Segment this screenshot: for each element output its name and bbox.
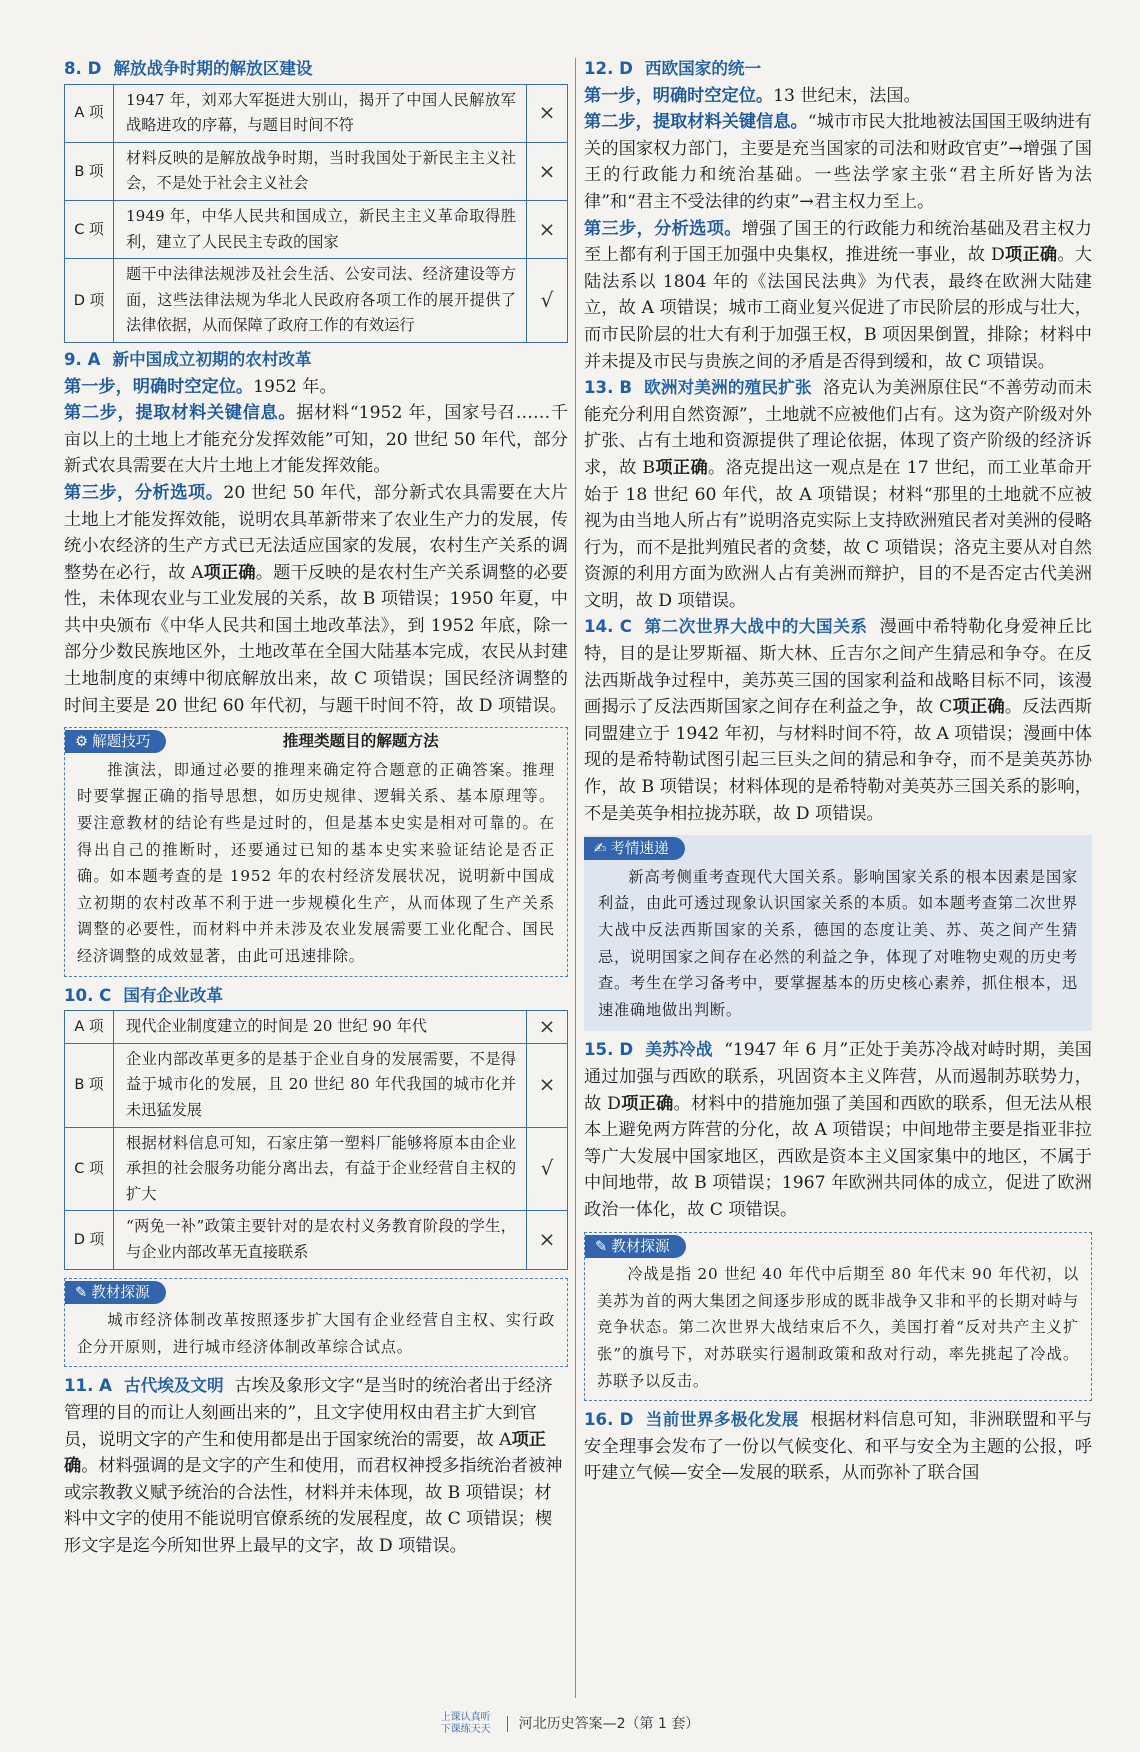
table-row: B 项 材料反映的是解放战争时期，当时我国处于新民主主义社会，不是处于社会主义社会 × xyxy=(65,142,568,200)
page-footer xyxy=(0,1712,1140,1736)
wrong-mark-icon: × xyxy=(527,1043,568,1127)
tip-badge: ⚙ 解题技巧 xyxy=(65,730,166,753)
q16-text: 16. D 当前世界多极化发展 根据材料信息可知，非洲联盟和平与安全理事会发布了一份以气候变化、和平与安全为主题的公报，呼吁建立气候—安全—发展的联系，从而弥补了联合国 xyxy=(584,1410,1092,1484)
brand-logo: 上课认真听 下课练天天 xyxy=(440,1712,491,1735)
wrong-mark-icon: × xyxy=(527,142,568,200)
q8-option-table xyxy=(64,84,568,343)
left-column xyxy=(64,56,568,1559)
q11-heading: 11. A 古代埃及文明 xyxy=(64,1376,224,1396)
q12-heading: 12. D 西欧国家的统一 xyxy=(584,59,762,78)
trend-badge: ✍ 考情速递 xyxy=(584,837,685,860)
q13-text: 13. B 欧洲对美洲的殖民扩张 洛克认为美洲原住民“不善劳动而未能充分利用自然资源”，土地就不应被他们占有。这为资产阶级对外扩张、占有土地和资源提供了理论依据，体现了资产阶级的经济诉求，故 B项正确。洛克提出这一观点是在 17 世纪，而工业革命开始于 18 世纪 60 年代，故 A 项错误；材料“那里的土地就不应被视为由当地人所占有”说明洛克实际上支持欧洲殖民者对美洲的侵略行为，而不是批判殖民者的贪婪，故 C 项错误；洛克主要从对自然资源的利用方面为欧洲人占有美洲而辩护，目的不是否定古代美洲文明，故 D 项错误。 xyxy=(584,378,1092,611)
q9-step1: 第一步，明确时空定位。1952 年。 xyxy=(64,376,337,397)
right-column xyxy=(584,56,1092,1487)
table-row: A 项 现代企业制度建立的时间是 20 世纪 90 年代 × xyxy=(65,1011,568,1044)
pen-icon: ✍ xyxy=(594,840,607,858)
table-row: D 项 “两免一补”政策主要针对的是农村义务教育阶段的学生，与企业内部改革无直接联系 × xyxy=(65,1211,568,1269)
source-badge: ✎ 教材探源 xyxy=(65,1281,166,1304)
q9-heading: 9. A 新中国成立初期的农村改革 xyxy=(64,349,312,369)
table-row: D 项 题干中法律法规涉及社会生活、公安司法、经济建设等方面，这些法律法规为华北人民政府各项工作的展开提供了法律依据，从而保障了政府工作的有效运行 √ xyxy=(65,259,568,343)
wrong-mark-icon: × xyxy=(527,200,568,258)
tip-title: 推理类题目的解题方法 xyxy=(282,732,439,751)
q14-text: 14. C 第二次世界大战中的大国关系 漫画中希特勒化身爱神丘比特，目的是让罗斯福、斯大林、丘吉尔之间产生猜忌和争夺。在反法西斯战争过程中，美苏英三国的国家利益和战略目标不同，该漫画揭示了反法西斯国家之间存在利益之争，故 C项正确。反法西斯同盟建立于 1942 年初，与材料时间不符，故 A 项错误；漫画中体现的是希特勒试图引起三巨头之间的猜忌和争夺，而不是美英苏协作，故 B 项错误；材料体现的是希特勒对美英苏三国关系的影响，不是美英争相拉拢苏联，故 D 项错误。 xyxy=(584,617,1092,824)
tip-box-method xyxy=(64,727,568,976)
q12-step2: 第二步，提取材料关键信息。“城市市民大批地被法国国王吸纳进有关的国家权力部门，主要是充当国家的司法和财政官吏”→增强了国王的行政能力和统治基础。一些法学家主张“君主所好皆为法律”和“君主不受法律的约束”→君主权力至上。 xyxy=(584,112,1092,212)
source-badge: ✎ 教材探源 xyxy=(585,1235,686,1258)
gear-icon: ⚙ xyxy=(75,732,89,750)
q10-option-table xyxy=(64,1010,568,1269)
footer-separator xyxy=(507,1716,508,1732)
check-mark-icon: √ xyxy=(527,259,568,343)
wrong-mark-icon: × xyxy=(527,84,568,142)
table-row: A 项 1947 年，刘邓大军挺进大别山，揭开了中国人民解放军战略进攻的序幕，与题目时间不符 × xyxy=(65,84,568,142)
check-mark-icon: √ xyxy=(527,1127,568,1211)
tip-body: 推演法，即通过必要的推理来确定符合题意的正确答案。推理时要掌握正确的指导思想，如历史规律、逻辑关系、基本原理等。要注意教材的结论有些是过时的，但是基本史实是相对可靠的。在得出自己的推断时，还要通过已知的基本史实来验证结论是否正确。如本题考查的是 1952 年的农村经济发展状况，说明新中国成立初期的农村改革不利于进一步规模化生产，从而体现了生产关系调整的必要性，而材料中并未涉及农业发展需要工业化配合、国民经济调整的成效显著，由此可迅速排除。 xyxy=(77,760,555,965)
q12-step3: 第三步，分析选项。增强了国王的行政能力和统治基础及君主权力至上都有利于国王加强中央集权，推进统一事业，故 D项正确。大陆法系以 1804 年的《法国民法典》为代表，最终在欧洲大陆建立，故 A 项错误；城市工商业复兴促进了市民阶层的形成与壮大，而市民阶层的壮大有利于加强王权，B 项因果倒置，排除；材料中并未提及市民与贵族之间的矛盾是否得到缓和，故 C 项错误。 xyxy=(584,218,1092,372)
q10-heading: 10. C 国有企业改革 xyxy=(64,985,223,1005)
book-icon: ✎ xyxy=(75,1283,88,1301)
q9-step3: 第三步，分析选项。20 世纪 50 年代，部分新式农具需要在大片土地上才能发挥效能，说明农具革新带来了农业生产力的发展，传统小农经济的生产方式已无法适应国家的发展，农村生产关系的调整势在必行，故 A项正确。题干反映的是农村生产关系调整的必要性，未体现农业与工业发展的关系，故 B 项错误；1950 年夏，中共中央颁布《中华人民共和国土地改革法》，到 1952 年底，除一部分少数民族地区外，土地改革在全国大陆基本完成，农民从封建土地制度的束缚中彻底解放出来，故 C 项错误；国民经济调整的时间主要是 20 世纪 60 年代初，与题干时间不符，故 D 项错误。 xyxy=(64,482,568,716)
q12-step1: 第一步，明确时空定位。13 世纪末，法国。 xyxy=(584,85,921,106)
source-body: 城市经济体制改革按照逐步扩大国有企业经营自主权、实行政企分开原则，进行城市经济体制改革综合试点。 xyxy=(77,1311,555,1356)
table-row: C 项 1949 年，中华人民共和国成立，新民主主义革命取得胜利，建立了人民民主专政的国家 × xyxy=(65,200,568,258)
q8-heading: 8. D 解放战争时期的解放区建设 xyxy=(64,59,313,78)
wrong-mark-icon: × xyxy=(527,1211,568,1269)
source-box-1 xyxy=(64,1278,568,1368)
table-row: B 项 企业内部改革更多的是基于企业自身的发展需要，不是得益于城市化的发展，且 20 世纪 80 年代我国的城市化并未迅猛发展 × xyxy=(65,1043,568,1127)
wrong-mark-icon: × xyxy=(527,1011,568,1044)
q15-text: 15. D 美苏冷战 “1947 年 6 月”正处于美苏冷战对峙时期，美国通过加强与西欧的联系，巩固资本主义阵营，从而遏制苏联势力，故 D项正确。材料中的措施加强了美国和西欧的联系，但无法从根本上避免两方阵营的分化，故 A 项错误；中间地带主要是指亚非拉等广大发展中国家地区，西欧是资本主义国家集中的地区，不属于中间地带，故 B 项错误；1967 年欧洲共同体的成立，促进了欧洲政治一体化，故 C 项错误。 xyxy=(584,1040,1092,1220)
source-box-2 xyxy=(584,1232,1092,1402)
q11-text: 古埃及象形文字“是当时的统治者出于经济管理的目的而让人刻画出来的”，且文字使用权由君主扩大到官员，说明文字的产生和使用都是出于国家统治的需要，故 A项正确。材料强调的是文字的产生和使用，而君权神授多指统治者被神或宗教教义赋予统治的合法性，材料并未体现，故 B 项错误；材料中文字的使用不能说明官僚系统的发展程度，故 C 项错误；楔形文字是迄今所知世界上最早的文字，故 D 项错误。 xyxy=(64,1376,563,1556)
table-row: C 项 根据材料信息可知，石家庄第一塑料厂能够将原本由企业承担的社会服务功能分离出去，有益于企业经营自主权的扩大 √ xyxy=(65,1127,568,1211)
q9-step2: 第二步，提取材料关键信息。据材料“1952 年，国家号召……千亩以上的土地上才能充分发挥效能”可知，20 世纪 50 年代，部分新式农具需要在大片土地上才能发挥效能。 xyxy=(64,403,568,477)
source-body: 冷战是指 20 世纪 40 年代中后期至 80 年代末 90 年代初，以美苏为首的两大集团之间逐步形成的既非战争又非和平的长期对峙与竞争状态。第二次世界大战结束后不久，美国打着“反对共产主义扩张”的旗号下，对苏联实行遏制政策和敌对行动，率先挑起了冷战。苏联予以反击。 xyxy=(597,1265,1079,1390)
column-divider xyxy=(575,58,576,1698)
exam-trend-box xyxy=(584,835,1092,1031)
trend-body: 新高考侧重考查现代大国关系。影响国家关系的根本因素是国家利益，由此可透过现象认识国家关系的本质。如本题考查第二次世界大战中反法西斯国家的关系，德国的态度让美、苏、英之间产生猜忌，说明国家之间存在必然的利益之争，体现了对唯物史观的历史考查。考生在学习备考中，要掌握基本的历史核心素养，抓住根本，迅速准确地做出判断。 xyxy=(598,867,1078,1019)
book-icon: ✎ xyxy=(595,1237,608,1255)
footer-text: 河北历史答案—2（第 1 套） xyxy=(518,1716,700,1732)
